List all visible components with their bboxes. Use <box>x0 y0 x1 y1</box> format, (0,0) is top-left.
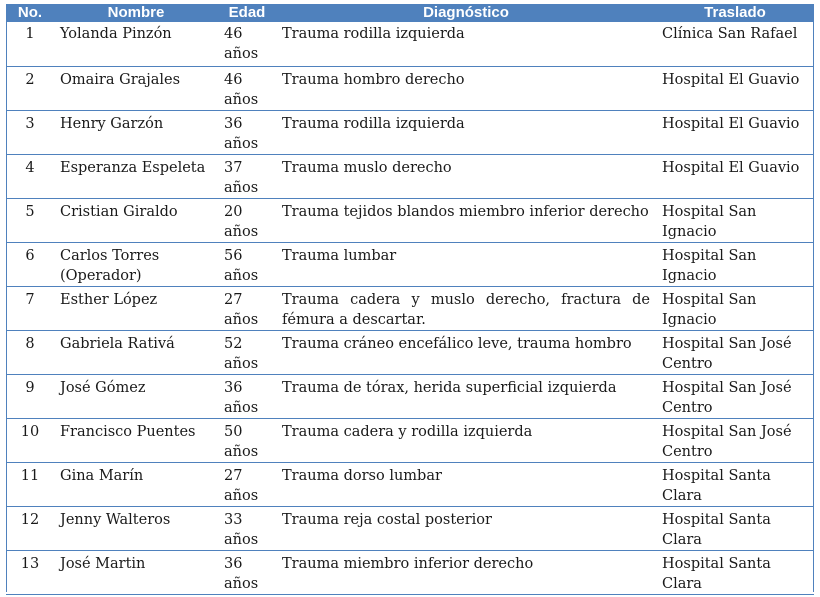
cell-edad: 36 años <box>218 374 276 418</box>
header-edad: Edad <box>218 4 276 22</box>
cell-traslado: Hospital San Ignacio <box>656 242 814 286</box>
cell-traslado: Hospital El Guavio <box>656 154 814 198</box>
table-row <box>6 506 814 550</box>
cell-diagnostico: Trauma rodilla izquierda <box>276 110 656 154</box>
cell-no: 3 <box>6 110 54 154</box>
cell-diagnostico: Trauma tejidos blandos miembro inferior derecho <box>276 198 656 242</box>
table-row <box>6 198 814 242</box>
cell-traslado: Hospital San José Centro <box>656 330 814 374</box>
cell-no: 12 <box>6 506 54 550</box>
cell-nombre: José Martin <box>54 550 218 594</box>
table-row <box>6 242 814 286</box>
header-row <box>6 4 814 22</box>
cell-traslado: Hospital San Ignacio <box>656 198 814 242</box>
cell-no: 4 <box>6 154 54 198</box>
header-traslado: Traslado <box>656 4 814 22</box>
cell-no: 2 <box>6 66 54 110</box>
cell-traslado: Clínica San Rafael <box>656 22 814 66</box>
cell-no: 13 <box>6 550 54 594</box>
cell-edad: 36 años <box>218 110 276 154</box>
cell-nombre: José Gómez <box>54 374 218 418</box>
cell-traslado: Hospital San José Centro <box>656 374 814 418</box>
table-row <box>6 550 814 594</box>
cell-no: 5 <box>6 198 54 242</box>
cell-no: 9 <box>6 374 54 418</box>
cell-traslado: Hospital El Guavio <box>656 110 814 154</box>
cell-nombre: Gina Marín <box>54 462 218 506</box>
table-row <box>6 110 814 154</box>
cell-diagnostico: Trauma cráneo encefálico leve, trauma hombro <box>276 330 656 374</box>
cell-nombre: Francisco Puentes <box>54 418 218 462</box>
cell-no: 10 <box>6 418 54 462</box>
table-row <box>6 66 814 110</box>
table-row <box>6 462 814 506</box>
cell-diagnostico: Trauma lumbar <box>276 242 656 286</box>
table-row <box>6 286 814 330</box>
header-no: No. <box>6 4 54 22</box>
cell-nombre: Henry Garzón <box>54 110 218 154</box>
table-body <box>6 22 814 594</box>
cell-edad: 56 años <box>218 242 276 286</box>
table-row <box>6 374 814 418</box>
cell-diagnostico: Trauma dorso lumbar <box>276 462 656 506</box>
cell-nombre: Cristian Giraldo <box>54 198 218 242</box>
cell-diagnostico: Trauma miembro inferior derecho <box>276 550 656 594</box>
cell-nombre: Esther López <box>54 286 218 330</box>
cell-edad: 37 años <box>218 154 276 198</box>
cell-nombre: Carlos Torres (Operador) <box>54 242 218 286</box>
cell-edad: 27 años <box>218 286 276 330</box>
cell-diagnostico: Trauma cadera y muslo derecho, fractura de fémura a descartar. <box>276 286 656 330</box>
cell-diagnostico: Trauma de tórax, herida superficial izquierda <box>276 374 656 418</box>
cell-no: 11 <box>6 462 54 506</box>
table-row <box>6 330 814 374</box>
cell-no: 1 <box>6 22 54 66</box>
cell-no: 8 <box>6 330 54 374</box>
table-row <box>6 154 814 198</box>
cell-traslado: Hospital San Ignacio <box>656 286 814 330</box>
table-row <box>6 418 814 462</box>
patients-table <box>6 4 814 595</box>
cell-diagnostico: Trauma rodilla izquierda <box>276 22 656 66</box>
cell-nombre: Jenny Walteros <box>54 506 218 550</box>
cell-traslado: Hospital San José Centro <box>656 418 814 462</box>
cell-traslado: Hospital Santa Clara <box>656 506 814 550</box>
cell-diagnostico: Trauma cadera y rodilla izquierda <box>276 418 656 462</box>
header-nombre: Nombre <box>54 4 218 22</box>
cell-no: 6 <box>6 242 54 286</box>
cell-diagnostico: Trauma muslo derecho <box>276 154 656 198</box>
cell-nombre: Esperanza Espeleta <box>54 154 218 198</box>
cell-no: 7 <box>6 286 54 330</box>
cell-edad: 20 años <box>218 198 276 242</box>
cell-edad: 27 años <box>218 462 276 506</box>
cell-diagnostico: Trauma hombro derecho <box>276 66 656 110</box>
cell-traslado: Hospital Santa Clara <box>656 550 814 594</box>
cell-diagnostico: Trauma reja costal posterior <box>276 506 656 550</box>
cell-nombre: Omaira Grajales <box>54 66 218 110</box>
cell-edad: 46 años <box>218 66 276 110</box>
cell-edad: 46 años <box>218 22 276 66</box>
table-row <box>6 22 814 66</box>
cell-edad: 36 años <box>218 550 276 594</box>
cell-traslado: Hospital El Guavio <box>656 66 814 110</box>
cell-nombre: Gabriela Rativá <box>54 330 218 374</box>
cell-edad: 33 años <box>218 506 276 550</box>
table-header <box>6 4 814 22</box>
cell-nombre: Yolanda Pinzón <box>54 22 218 66</box>
cell-edad: 52 años <box>218 330 276 374</box>
cell-traslado: Hospital Santa Clara <box>656 462 814 506</box>
cell-edad: 50 años <box>218 418 276 462</box>
header-diagnostico: Diagnóstico <box>276 4 656 22</box>
